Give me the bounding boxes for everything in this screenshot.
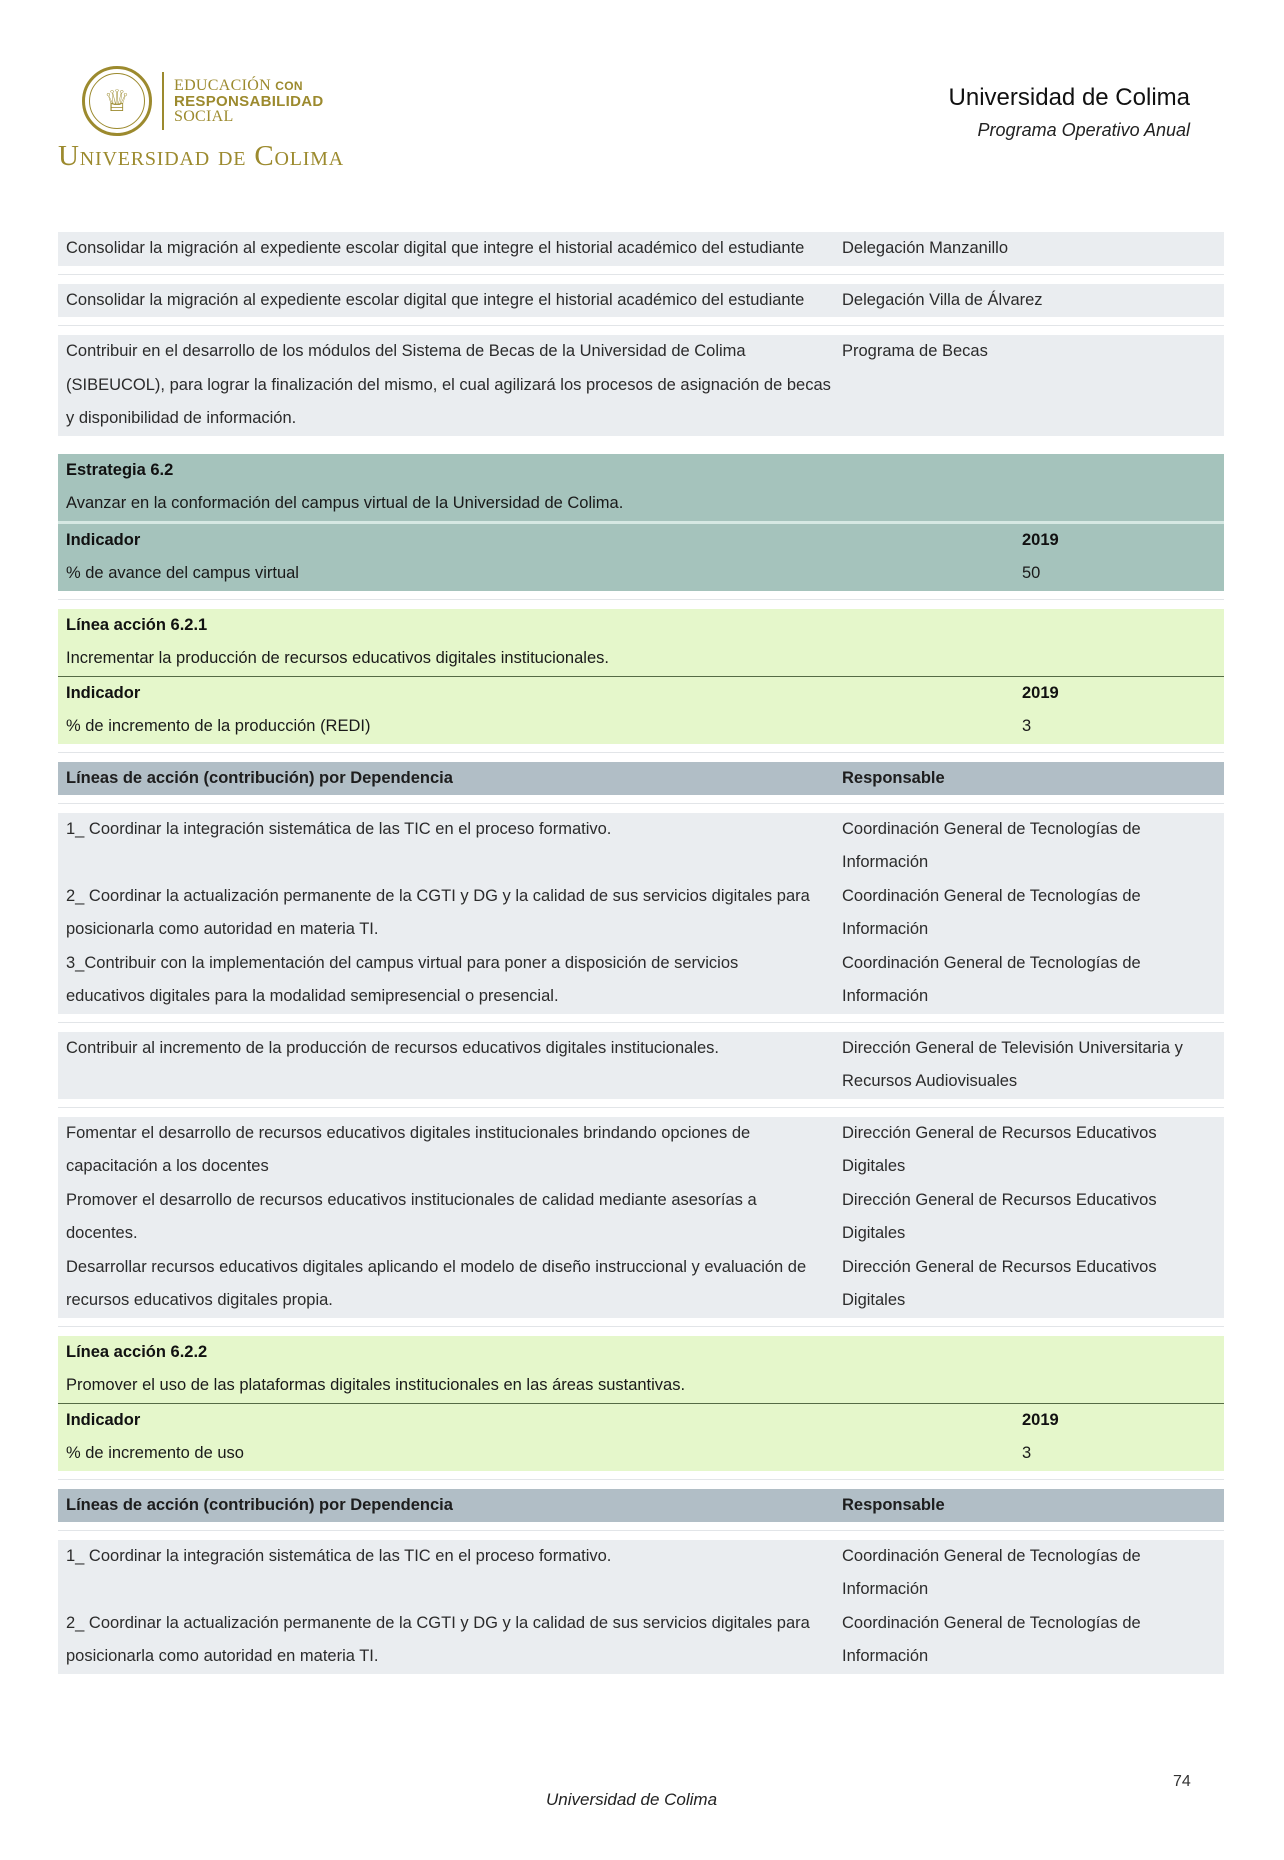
indicator-value: 3 [1022, 1444, 1032, 1462]
responsable-cell: Digitales [842, 1224, 906, 1242]
page-header [949, 84, 1190, 141]
responsable-cell: Dirección General de Recursos Educativos [842, 1190, 1157, 1209]
column-header-responsable: Responsable [842, 768, 945, 787]
table-row [58, 813, 1224, 847]
responsable-cell: Digitales [842, 1157, 906, 1175]
action-cell: capacitación a los docentes [66, 1157, 269, 1175]
action-cell: 2_ Coordinar la actualización permanente de la CGTI y DG y la calidad de sus servicios digitales para [66, 886, 810, 905]
action-cell: Contribuir al incremento de la producción de recursos educativos digitales institucionales. [66, 1038, 720, 1057]
table-row-group [58, 1540, 1224, 1674]
indicator-name: % de avance del campus virtual [66, 564, 299, 582]
action-cell: posicionarla como autoridad en materia TI. [66, 1647, 379, 1665]
table-row [58, 980, 1224, 1014]
table-row [58, 232, 1224, 266]
column-header-actions: Líneas de acción (contribución) por Dependencia [66, 1495, 453, 1514]
indicator-name: % de incremento de uso [66, 1444, 244, 1462]
row-separator [58, 1326, 1224, 1327]
responsable-cell: Información [842, 987, 929, 1005]
table-row [58, 1184, 1224, 1218]
action-cell [66, 1573, 842, 1607]
indicator-value: 50 [1022, 564, 1041, 582]
table-row [58, 947, 1224, 981]
action-cell: Consolidar la migración al expediente escolar digital que integre el historial académico del estudiante [66, 239, 805, 257]
action-cell: 3_Contribuir con la implementación del campus virtual para poner a disposición de servicios [66, 953, 739, 972]
action-cell [66, 846, 842, 880]
table-header [58, 762, 1224, 795]
table-row-group [58, 1117, 1224, 1318]
column-header-actions: Líneas de acción (contribución) por Dependencia [66, 768, 453, 787]
row-separator [58, 1479, 1224, 1480]
page-number: 74 [1173, 1773, 1191, 1790]
action-cell: Contribuir en el desarrollo de los módulos del Sistema de Becas de la Universidad de Colima (SIBEUCOL), para lograr la finalización del mismo, el cual agilizará los procesos de asignación de becas y disponibilidad de información. [66, 342, 831, 427]
linea-accion-block [58, 1336, 1224, 1471]
table-row [58, 913, 1224, 947]
estrategia-title: Estrategia 6.2 [66, 460, 174, 479]
spacer [58, 436, 1224, 454]
action-cell: recursos educativos digitales propia. [66, 1291, 333, 1309]
linea-title: Línea acción 6.2.2 [66, 1342, 208, 1361]
year-label: 2019 [1022, 1410, 1059, 1429]
table-row [58, 1150, 1224, 1184]
table-row [58, 1251, 1224, 1285]
logo-divider [162, 72, 164, 130]
table-row [58, 335, 1224, 436]
row-separator [58, 1107, 1224, 1108]
footer-university-name: Universidad de Colima [546, 1790, 718, 1809]
responsable-cell: Información [842, 853, 929, 871]
row-separator [58, 1530, 1224, 1531]
action-cell [66, 1065, 842, 1099]
table-row [58, 1573, 1224, 1607]
linea-description: Incrementar la producción de recursos educativos digitales institucionales. [66, 649, 609, 667]
table-row-group [58, 813, 1224, 1014]
header-title: Universidad de Colima [948, 84, 1190, 111]
action-cell: 2_ Coordinar la actualización permanente de la CGTI y DG y la calidad de sus servicios digitales para [66, 1613, 810, 1632]
row-separator [58, 752, 1224, 753]
action-cell: Consolidar la migración al expediente escolar digital que integre el historial académico del estudiante [66, 290, 805, 309]
year-label: 2019 [1022, 683, 1059, 702]
estrategia-block [58, 454, 1224, 591]
responsable-cell: Coordinación General de Tecnologías de [842, 1613, 1141, 1632]
table-row [58, 846, 1224, 880]
responsable-cell: Dirección General de Recursos Educativos [842, 1123, 1157, 1142]
action-cell: posicionarla como autoridad en materia TI. [66, 920, 379, 938]
responsable-cell: Información [842, 1647, 929, 1665]
university-crest-icon: ♕ [82, 66, 152, 136]
tagline-con: CON [275, 79, 303, 93]
action-cell: 1_ Coordinar la integración sistemática de las TIC en el proceso formativo. [66, 1546, 612, 1565]
tagline-line-3: SOCIAL [174, 108, 234, 125]
logo-tagline [174, 78, 324, 124]
table-row [58, 1284, 1224, 1318]
responsable-cell: Digitales [842, 1291, 906, 1309]
row-separator [58, 325, 1224, 326]
logo-university-name: Universidad de Colima [58, 140, 345, 172]
tagline-line-2: RESPONSABILIDAD [174, 93, 324, 110]
row-separator [58, 1022, 1224, 1023]
action-cell: 1_ Coordinar la integración sistemática de las TIC en el proceso formativo. [66, 819, 612, 838]
action-cell: Promover el desarrollo de recursos educativos institucionales de calidad mediante asesorías a [66, 1190, 757, 1209]
responsable-cell: Delegación Manzanillo [842, 239, 1009, 257]
row-separator [58, 274, 1224, 275]
table-header [58, 1489, 1224, 1522]
row-separator [58, 599, 1224, 600]
indicator-label: Indicador [66, 530, 141, 549]
responsable-cell: Información [842, 1580, 929, 1598]
row-separator [58, 803, 1224, 804]
linea-description: Promover el uso de las plataformas digitales institucionales en las áreas sustantivas. [66, 1376, 686, 1394]
indicator-label: Indicador [66, 1410, 141, 1429]
action-cell: Fomentar el desarrollo de recursos educativos digitales institucionales brindando opciones de [66, 1123, 751, 1142]
document-content [58, 232, 1224, 1674]
estrategia-description: Avanzar en la conformación del campus virtual de la Universidad de Colima. [66, 494, 624, 512]
header-subtitle: Programa Operativo Anual [977, 120, 1190, 140]
tagline-line-1: EDUCACIÓN [174, 77, 271, 94]
table-row [58, 1540, 1224, 1574]
column-header-responsable: Responsable [842, 1495, 945, 1514]
indicator-name: % de incremento de la producción (REDI) [66, 717, 371, 735]
linea-title: Línea acción 6.2.1 [66, 615, 208, 634]
table-row-group [58, 1032, 1224, 1099]
responsable-cell: Recursos Audiovisuales [842, 1072, 1018, 1090]
responsable-cell: Programa de Becas [842, 342, 988, 360]
table-row [58, 1607, 1224, 1641]
responsable-cell: Información [842, 920, 929, 938]
table-row [58, 880, 1224, 914]
action-cell: Desarrollar recursos educativos digitales aplicando el modelo de diseño instruccional y evaluación de [66, 1257, 807, 1276]
indicator-label: Indicador [66, 683, 141, 702]
responsable-cell: Delegación Villa de Álvarez [842, 290, 1043, 309]
responsable-cell: Dirección General de Televisión Universitaria y [842, 1038, 1183, 1057]
table-row [58, 1117, 1224, 1151]
responsable-cell: Coordinación General de Tecnologías de [842, 953, 1141, 972]
responsable-cell: Coordinación General de Tecnologías de [842, 1546, 1141, 1565]
responsable-cell: Coordinación General de Tecnologías de [842, 886, 1141, 905]
indicator-value: 3 [1022, 717, 1032, 735]
action-cell: educativos digitales para la modalidad semipresencial o presencial. [66, 987, 559, 1005]
year-label: 2019 [1022, 530, 1059, 549]
table-row [58, 1065, 1224, 1099]
table-row [58, 1640, 1224, 1674]
table-row [58, 1032, 1224, 1066]
responsable-cell: Coordinación General de Tecnologías de [842, 819, 1141, 838]
table-row [58, 1217, 1224, 1251]
action-cell: docentes. [66, 1224, 138, 1242]
table-row [58, 284, 1224, 318]
linea-accion-block [58, 609, 1224, 744]
university-logo [58, 64, 358, 174]
responsable-cell: Dirección General de Recursos Educativos [842, 1257, 1157, 1276]
